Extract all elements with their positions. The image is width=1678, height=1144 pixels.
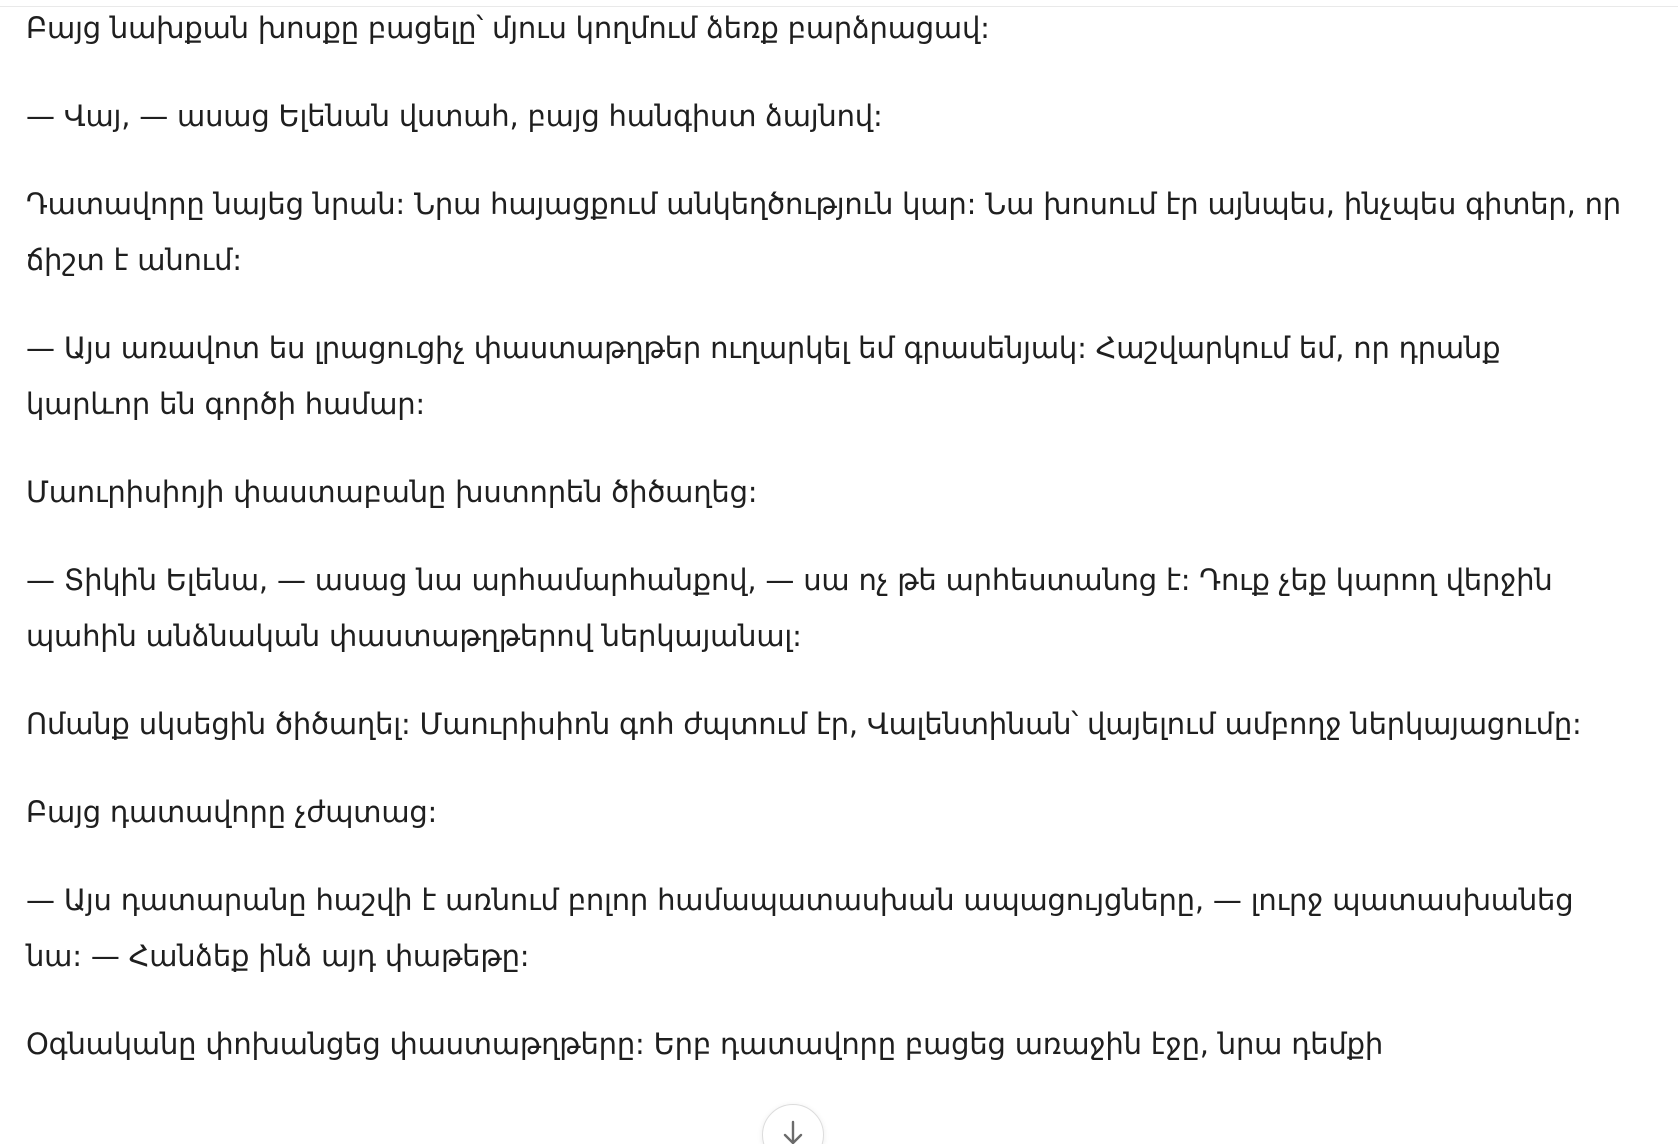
message-paragraph: — Այս առավոտ ես լրացուցիչ փաստաթղթեր ուղարկել եմ գրասենյակ: Հաշվարկում եմ, որ դրանք կարևոր են գործի համար: [26,331,1501,421]
message-paragraph: — Այս դատարանը հաշվի է առնում բոլոր համապատասխան ապացույցները, — լուրջ պատասխանեց նա: — Հանձեք ինձ այդ փաթեթը: [26,883,1574,973]
scroll-to-bottom-button[interactable] [762,1104,824,1144]
message-paragraph: — Վայ, — ասաց Ելենան վստահ, բայց հանգիստ ձայնով: [26,99,883,133]
message-paragraph: — Տիկին Ելենա, — ասաց նա արհամարհանքով, — սա ոչ թե արհեստանոց է: Դուք չեք կարող վերջին պահին անձնական փաստաթղթերով ներկայանալ: [26,563,1553,653]
arrow-down-icon [781,1119,805,1144]
message-paragraph: Մաուրիսիոյի փաստաբանը խստորեն ծիծաղեց: [26,475,758,509]
message-content [26,0,1626,1104]
message-paragraph: Դատավորը նայեց նրան: Նրա հայացքում անկեղծություն կար: Նա խոսում էր այնպես, ինչպես գիտեր, որ ճիշտ է անում: [26,187,1621,277]
message-paragraph: Օգնականը փոխանցեց փաստաթղթերը: Երբ դատավորը բացեց առաջին էջը, նրա դեմքի [26,1027,1384,1061]
message-paragraph: Ոմանք սկսեցին ծիծաղել: Մաուրիսիոն գոհ ժպտում էր, Վալենտինան՝ վայելում ամբողջ ներկայացումը: [26,707,1582,741]
message-paragraph: Բայց դատավորը չժպտաց: [26,795,438,829]
message-paragraph: Բայց նախքան խոսքը բացելը՝ մյուս կողմում ձեռք բարձրացավ: [26,11,990,45]
